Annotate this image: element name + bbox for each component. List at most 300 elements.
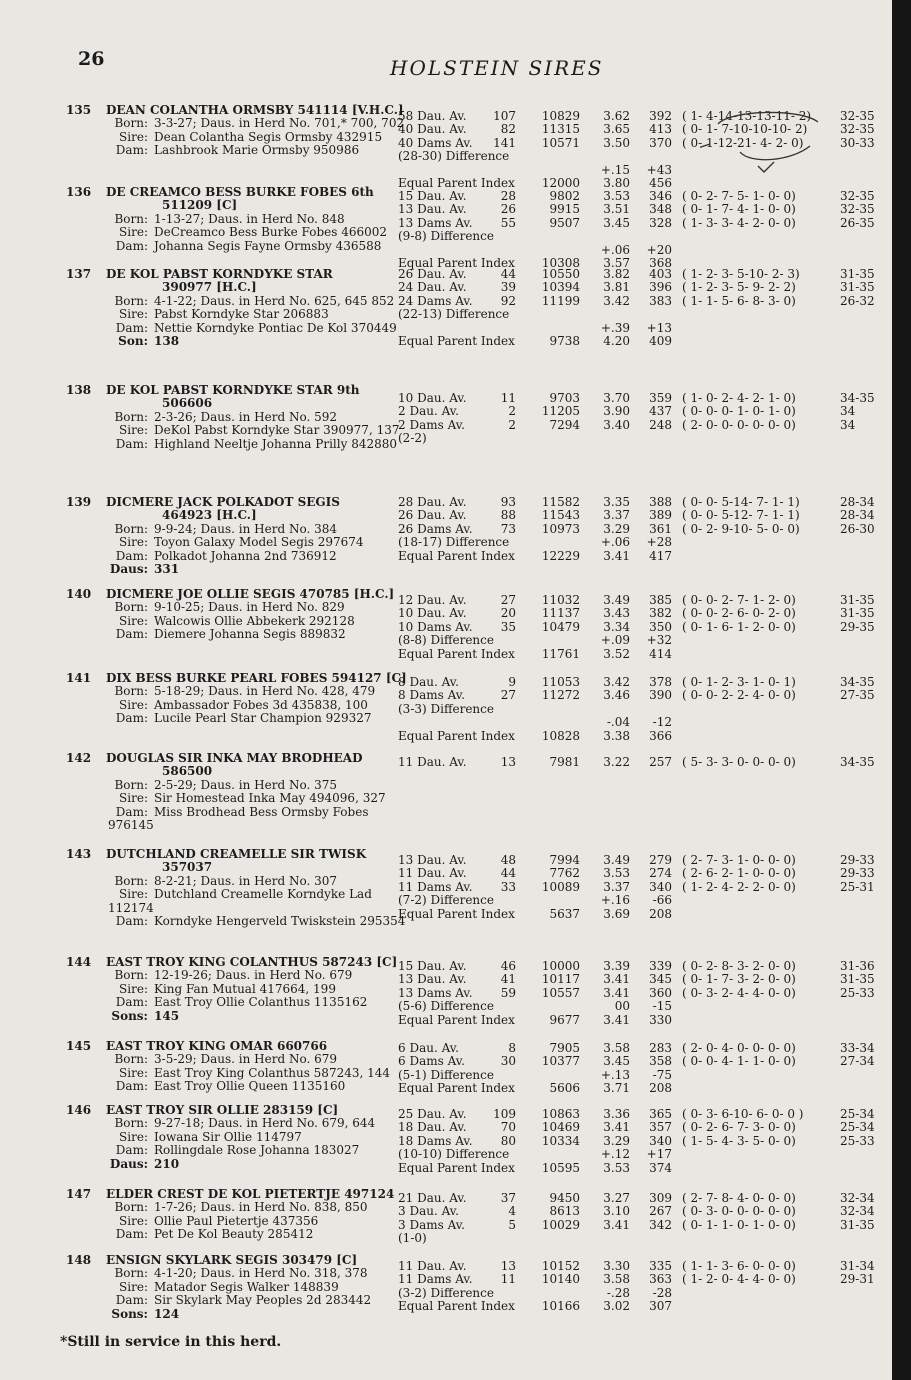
stats-table bbox=[0, 1108, 892, 1175]
entry-number: 148 bbox=[66, 1253, 92, 1267]
stat-lbs: +17 bbox=[646, 1147, 672, 1162]
stat-milk: 5637 bbox=[549, 906, 580, 921]
detail-key: Dam: bbox=[115, 1143, 148, 1158]
stat-fat: 3.69 bbox=[603, 906, 630, 921]
stat-milk: 10000 bbox=[541, 959, 580, 973]
stats-row bbox=[0, 203, 892, 216]
stats-row bbox=[0, 1014, 892, 1027]
stats-row bbox=[0, 987, 892, 1000]
detail-key: Dam: bbox=[115, 914, 148, 929]
detail-key: Dam: bbox=[115, 1293, 148, 1308]
sire-name: DE KOL PABST KORNDYKE STAR bbox=[106, 267, 333, 281]
stat-milk: 9915 bbox=[549, 202, 580, 217]
sire-name: EAST TROY KING OMAR 660766 bbox=[106, 1039, 328, 1053]
stat-fat: 3.81 bbox=[603, 280, 630, 295]
stats-row bbox=[0, 1232, 892, 1245]
detail-key: Dam: bbox=[115, 711, 148, 726]
stat-years: 31-35 bbox=[840, 1217, 875, 1232]
stat-distribution: ( 2- 0- 4- 0- 0- 0- 0) bbox=[682, 1041, 796, 1055]
stat-years: 32-34 bbox=[840, 1191, 875, 1205]
stat-years: 25-34 bbox=[840, 1120, 875, 1135]
stat-years: 32-35 bbox=[840, 189, 875, 203]
stats-row bbox=[0, 405, 892, 418]
stat-years: 31-35 bbox=[840, 606, 875, 621]
stats-row bbox=[0, 137, 892, 150]
book-binding bbox=[892, 0, 911, 1380]
stat-fat: 3.58 bbox=[603, 1041, 630, 1055]
stat-fat: 3.36 bbox=[603, 1107, 630, 1121]
stat-label: (9-8) Difference bbox=[398, 229, 494, 244]
stat-lbs: 437 bbox=[649, 404, 672, 419]
detail-value: 1-13-27; Daus. in Herd No. 848 bbox=[154, 211, 345, 226]
stat-fat: -.04 bbox=[606, 715, 630, 730]
stat-label: 11 Dau. Av. bbox=[398, 1259, 467, 1273]
stat-label: (5-1) Difference bbox=[398, 1067, 494, 1082]
entry-number: 140 bbox=[66, 587, 92, 601]
stat-lbs: 335 bbox=[649, 1259, 672, 1273]
stat-label: (28-30) Difference bbox=[398, 149, 510, 164]
sire-name: DEAN COLANTHA ORMSBY 541114 [V.H.C.] bbox=[106, 103, 404, 117]
stat-fat: +.39 bbox=[600, 320, 630, 335]
stat-milk: 9507 bbox=[549, 215, 580, 230]
stat-label: 13 Dams Av. bbox=[398, 215, 473, 230]
stat-milk: 10029 bbox=[541, 1217, 580, 1232]
stat-years: 34-35 bbox=[840, 675, 875, 689]
stat-distribution: ( 0- 1- 7- 4- 1- 0- 0) bbox=[682, 202, 796, 217]
stat-lbs: 370 bbox=[649, 135, 672, 150]
stat-milk: 9802 bbox=[549, 189, 580, 203]
stat-count: 20 bbox=[500, 606, 516, 621]
detail-value: Miss Brodhead Bess Ormsby Fobes 976145 bbox=[108, 804, 369, 833]
detail-value: Polkadot Johanna 2nd 736912 bbox=[154, 548, 337, 563]
stat-distribution: ( 0- 1- 2- 3- 1- 0- 1) bbox=[682, 675, 796, 689]
stats-row bbox=[0, 1273, 892, 1286]
detail-line bbox=[66, 779, 408, 792]
entry-number: 146 bbox=[66, 1103, 92, 1117]
stat-lbs: 388 bbox=[649, 495, 672, 509]
stat-years: 31-36 bbox=[840, 959, 875, 973]
stat-lbs: +28 bbox=[646, 535, 672, 550]
detail-key: Dam: bbox=[115, 804, 148, 819]
stat-fat: -.28 bbox=[606, 1285, 630, 1300]
detail-key: Dam: bbox=[115, 436, 148, 451]
stat-lbs: +20 bbox=[646, 242, 672, 257]
stat-milk: 10829 bbox=[541, 109, 580, 123]
stats-row bbox=[0, 281, 892, 294]
entry-number: 139 bbox=[66, 495, 92, 509]
stats-row bbox=[0, 960, 892, 973]
stat-lbs: 361 bbox=[649, 521, 672, 536]
stat-lbs: 389 bbox=[649, 508, 672, 523]
stat-lbs: 403 bbox=[649, 267, 672, 281]
stat-fat: 3.42 bbox=[603, 675, 630, 689]
stat-count: 8 bbox=[508, 1041, 516, 1055]
stat-milk: 11543 bbox=[541, 508, 580, 523]
stat-label: 28 Dau. Av. bbox=[398, 495, 467, 509]
stat-lbs: 365 bbox=[649, 1107, 672, 1121]
stats-row bbox=[0, 419, 892, 432]
stat-years: 25-34 bbox=[840, 1107, 875, 1121]
detail-value: Lashbrook Marie Ormsby 950986 bbox=[154, 143, 360, 158]
stat-fat: 3.41 bbox=[603, 1120, 630, 1135]
stat-distribution: ( 0- 1- 7-10-10-10- 2) bbox=[682, 122, 808, 137]
detail-value: Highland Neeltje Johanna Prilly 842880 bbox=[154, 436, 397, 451]
stats-row bbox=[0, 621, 892, 634]
stats-row bbox=[0, 1192, 892, 1205]
stat-years: 29-31 bbox=[840, 1272, 875, 1287]
detail-value: Korndyke Hengerveld Twiskstein 295354 bbox=[154, 914, 406, 929]
stats-row bbox=[0, 432, 892, 445]
stat-fat: 3.46 bbox=[603, 688, 630, 703]
stat-milk: 11582 bbox=[541, 495, 580, 509]
stat-years: 29-33 bbox=[840, 866, 875, 881]
stat-lbs: 414 bbox=[649, 646, 672, 661]
stats-row bbox=[0, 392, 892, 405]
stat-milk: 11032 bbox=[541, 593, 580, 607]
detail-value: 138 bbox=[154, 334, 180, 349]
stat-count: 5 bbox=[508, 1217, 516, 1232]
stat-lbs: 309 bbox=[649, 1191, 672, 1205]
stat-milk: 7981 bbox=[549, 755, 580, 769]
detail-key: Dam: bbox=[115, 548, 148, 563]
stats-row bbox=[0, 1300, 892, 1313]
stat-milk: 10595 bbox=[541, 1160, 580, 1175]
stats-table bbox=[0, 190, 892, 270]
stat-fat: 3.70 bbox=[603, 391, 630, 405]
detail-value: Pabst Korndyke Star 206883 bbox=[154, 307, 329, 322]
stat-lbs: 283 bbox=[649, 1041, 672, 1055]
detail-value: 2-5-29; Daus. in Herd No. 375 bbox=[154, 777, 338, 792]
stats-row bbox=[0, 523, 892, 536]
detail-key: Daus: bbox=[109, 1156, 148, 1171]
detail-value: Ollie Paul Pietertje 437356 bbox=[154, 1213, 319, 1228]
stats-row bbox=[0, 973, 892, 986]
detail-value: 9-9-24; Daus. in Herd No. 384 bbox=[154, 521, 338, 536]
stat-distribution: ( 2- 0- 0- 0- 0- 0- 0) bbox=[682, 417, 796, 432]
stat-years: 31-35 bbox=[840, 972, 875, 987]
stat-label: 18 Dams Av. bbox=[398, 1133, 473, 1148]
detail-key: Son: bbox=[118, 334, 148, 349]
stat-years: 25-33 bbox=[840, 985, 875, 1000]
stat-distribution: ( 0- 1- 7- 3- 2- 0- 0) bbox=[682, 972, 796, 987]
stat-lbs: 274 bbox=[649, 866, 672, 881]
stat-fat: 3.53 bbox=[603, 189, 630, 203]
stat-fat: 3.29 bbox=[603, 521, 630, 536]
stats-table bbox=[0, 676, 892, 743]
stat-years: 25-31 bbox=[840, 879, 875, 894]
stat-lbs: 346 bbox=[649, 189, 672, 203]
detail-value: King Fan Mutual 417664, 199 bbox=[154, 981, 336, 996]
detail-value: 331 bbox=[154, 562, 180, 577]
stats-row bbox=[0, 536, 892, 549]
stat-fat: 3.42 bbox=[603, 293, 630, 308]
entry-number: 147 bbox=[66, 1187, 92, 1201]
stat-fat: +.09 bbox=[600, 633, 630, 648]
stat-count: 88 bbox=[500, 508, 516, 523]
detail-value: 5-18-29; Daus. in Herd No. 428, 479 bbox=[154, 684, 376, 699]
stat-fat: 3.02 bbox=[603, 1299, 630, 1314]
stat-distribution: ( 0- 0- 5-14- 7- 1- 1) bbox=[682, 495, 800, 509]
detail-line bbox=[66, 792, 408, 805]
footnote: *Still in service in this herd. bbox=[60, 1334, 282, 1350]
detail-value: 4-1-22; Daus. in Herd No. 625, 645 852 bbox=[154, 293, 395, 308]
detail-value: East Troy Ollie Queen 1135160 bbox=[154, 1079, 346, 1094]
stat-milk: 11137 bbox=[541, 606, 580, 621]
detail-key: Sons: bbox=[111, 1008, 148, 1023]
detail-value: Dean Colantha Segis Ormsby 432915 bbox=[154, 129, 383, 144]
stat-milk: 10308 bbox=[541, 255, 580, 270]
stat-lbs: 279 bbox=[649, 853, 672, 867]
stat-label: (8-8) Difference bbox=[398, 633, 494, 648]
stat-count: 4 bbox=[508, 1204, 516, 1219]
detail-value: 2-3-26; Daus. in Herd No. 592 bbox=[154, 409, 338, 424]
stats-row bbox=[0, 703, 892, 716]
stat-lbs: 358 bbox=[649, 1054, 672, 1069]
stat-fat: 3.34 bbox=[603, 619, 630, 634]
stat-label: 3 Dams Av. bbox=[398, 1217, 465, 1232]
stat-lbs: 350 bbox=[649, 619, 672, 634]
stat-milk: 7994 bbox=[549, 853, 580, 867]
stat-label: 6 Dau. Av. bbox=[398, 1041, 459, 1055]
stat-lbs: 366 bbox=[649, 728, 672, 743]
stat-fat: 3.58 bbox=[603, 1272, 630, 1287]
stat-label: 8 Dau. Av. bbox=[398, 675, 459, 689]
stat-lbs: -12 bbox=[652, 715, 672, 730]
stat-milk: 11315 bbox=[541, 122, 580, 137]
sire-name: DICMERE JOE OLLIE SEGIS 470785 [H.C.] bbox=[106, 587, 395, 601]
detail-value: 3-5-29; Daus. in Herd No. 679 bbox=[154, 1052, 338, 1067]
stat-years: 29-35 bbox=[840, 619, 875, 634]
stat-years: 32-35 bbox=[840, 202, 875, 217]
stat-lbs: +32 bbox=[646, 633, 672, 648]
detail-key: Born: bbox=[114, 1200, 148, 1215]
stat-distribution: ( 5- 3- 3- 0- 0- 0- 0) bbox=[682, 755, 796, 769]
stat-count: 28 bbox=[500, 189, 516, 203]
stat-label: (2-2) bbox=[398, 431, 427, 446]
stat-label: 58 Dau. Av. bbox=[398, 109, 467, 123]
stats-table bbox=[0, 268, 892, 348]
stat-distribution: ( 2- 7- 8- 4- 0- 0- 0) bbox=[682, 1191, 796, 1205]
detail-key: Dam: bbox=[115, 1227, 148, 1242]
detail-key: Born: bbox=[114, 684, 148, 699]
stat-count: 39 bbox=[500, 280, 516, 295]
stats-row bbox=[0, 1219, 892, 1232]
detail-value: Sir Skylark May Peoples 2d 283442 bbox=[154, 1293, 372, 1308]
detail-key: Born: bbox=[114, 1052, 148, 1067]
stat-count: 2 bbox=[508, 417, 516, 432]
detail-key: Born: bbox=[114, 873, 148, 888]
detail-value: Ambassador Fobes 3d 435838, 100 bbox=[154, 697, 368, 712]
stat-label: Equal Parent Index bbox=[398, 1160, 515, 1175]
stat-label: 13 Dau. Av. bbox=[398, 202, 467, 217]
stat-fat: 4.20 bbox=[603, 333, 630, 348]
detail-value: Walcowis Ollie Abbekerk 292128 bbox=[154, 613, 355, 628]
stat-years: 34 bbox=[840, 404, 856, 419]
stats-row bbox=[0, 1000, 892, 1013]
sire-registration: 586500 bbox=[162, 764, 213, 779]
stat-fat: +.06 bbox=[600, 535, 630, 550]
stat-count: 93 bbox=[500, 495, 516, 509]
detail-key: Born: bbox=[114, 409, 148, 424]
stat-label: 2 Dau. Av. bbox=[398, 404, 459, 419]
stat-lbs: 417 bbox=[649, 548, 672, 563]
stat-label: 21 Dau. Av. bbox=[398, 1191, 467, 1205]
stats-row bbox=[0, 676, 892, 689]
stat-milk: 10469 bbox=[541, 1120, 580, 1135]
detail-value: 9-27-18; Daus. in Herd No. 679, 644 bbox=[154, 1116, 376, 1131]
stat-years: 25-33 bbox=[840, 1133, 875, 1148]
stat-lbs: 208 bbox=[649, 1081, 672, 1096]
detail-key: Born: bbox=[114, 521, 148, 536]
stat-years: 33-34 bbox=[840, 1041, 875, 1055]
stat-years: 26-35 bbox=[840, 215, 875, 230]
stat-fat: 3.49 bbox=[603, 853, 630, 867]
stat-lbs: 392 bbox=[649, 109, 672, 123]
stats-table bbox=[0, 594, 892, 661]
stat-years: 31-35 bbox=[840, 593, 875, 607]
stat-milk: 10152 bbox=[541, 1259, 580, 1273]
stat-label: 11 Dams Av. bbox=[398, 1272, 473, 1287]
stat-lbs: 330 bbox=[649, 1012, 672, 1027]
stat-lbs: -66 bbox=[652, 893, 672, 908]
stat-count: 26 bbox=[500, 202, 516, 217]
stat-label: 15 Dau. Av. bbox=[398, 959, 467, 973]
stat-fat: 3.29 bbox=[603, 1133, 630, 1148]
stat-milk: 9677 bbox=[549, 1012, 580, 1027]
stat-count: 33 bbox=[500, 879, 516, 894]
detail-key: Dam: bbox=[115, 1079, 148, 1094]
entry-number: 135 bbox=[66, 103, 92, 117]
stat-lbs: +13 bbox=[646, 320, 672, 335]
stat-count: 48 bbox=[500, 853, 516, 867]
stat-distribution: ( 0- 2- 6- 7- 3- 0- 0) bbox=[682, 1120, 796, 1135]
stat-years: 29-33 bbox=[840, 853, 875, 867]
stat-lbs: +43 bbox=[646, 162, 672, 177]
stats-row bbox=[0, 594, 892, 607]
stat-label: (3-3) Difference bbox=[398, 701, 494, 716]
stat-fat: 3.82 bbox=[603, 267, 630, 281]
stats-row bbox=[0, 190, 892, 203]
stat-lbs: 248 bbox=[649, 417, 672, 432]
stat-fat: 3.35 bbox=[603, 495, 630, 509]
stat-count: 13 bbox=[500, 1259, 516, 1273]
stats-row bbox=[0, 634, 892, 647]
sire-registration: 390977 [H.C.] bbox=[162, 280, 257, 295]
stats-table bbox=[0, 1039, 892, 1096]
stats-table bbox=[0, 496, 892, 563]
detail-key: Sire: bbox=[119, 423, 148, 438]
stat-lbs: 383 bbox=[649, 293, 672, 308]
detail-key: Dam: bbox=[115, 238, 148, 253]
stats-table bbox=[0, 1260, 892, 1314]
detail-value: 12-19-26; Daus. in Herd No. 679 bbox=[154, 968, 353, 983]
detail-value: East Troy Ollie Colanthus 1135162 bbox=[154, 995, 368, 1010]
stats-row bbox=[0, 730, 892, 743]
detail-key: Sire: bbox=[119, 225, 148, 240]
stat-label: (3-2) Difference bbox=[398, 1285, 494, 1300]
stat-fat: 3.43 bbox=[603, 606, 630, 621]
stat-fat: 3.10 bbox=[603, 1204, 630, 1219]
stat-fat: +.16 bbox=[600, 893, 630, 908]
stats-row bbox=[0, 1135, 892, 1148]
stat-distribution: ( 1- 3- 3- 4- 2- 0- 0) bbox=[682, 215, 796, 230]
detail-key: Sons: bbox=[111, 1306, 148, 1321]
sire-name: EAST TROY KING COLANTHUS 587243 [C] bbox=[106, 955, 398, 969]
stat-distribution: ( 2- 7- 3- 1- 0- 0- 0) bbox=[682, 853, 796, 867]
sire-registration: 464923 [H.C.] bbox=[162, 508, 257, 523]
stats-row bbox=[0, 716, 892, 729]
stat-lbs: 357 bbox=[649, 1120, 672, 1135]
stat-fat: 3.41 bbox=[603, 972, 630, 987]
stat-label: 15 Dau. Av. bbox=[398, 189, 467, 203]
stat-count: 41 bbox=[500, 972, 516, 987]
detail-value: DeKol Pabst Korndyke Star 390977, 137 bbox=[154, 423, 400, 438]
stat-label: 3 Dau. Av. bbox=[398, 1204, 459, 1219]
stat-label: 13 Dau. Av. bbox=[398, 972, 467, 987]
entry-number: 142 bbox=[66, 751, 92, 765]
sire-name: DE CREAMCO BESS BURKE FOBES 6th bbox=[106, 185, 374, 199]
stat-label: 11 Dau. Av. bbox=[398, 866, 467, 881]
stat-label: Equal Parent Index bbox=[398, 906, 515, 921]
stats-row bbox=[0, 230, 892, 243]
stats-table bbox=[0, 854, 892, 921]
detail-value: DeCreamco Bess Burke Fobes 466002 bbox=[154, 225, 388, 240]
stat-lbs: 307 bbox=[649, 1299, 672, 1314]
stat-label: 40 Dau. Av. bbox=[398, 122, 467, 137]
detail-key: Sire: bbox=[119, 697, 148, 712]
stat-fat: 3.22 bbox=[603, 755, 630, 769]
stat-count: 11 bbox=[500, 391, 516, 405]
stats-row bbox=[0, 217, 892, 230]
stat-label: Equal Parent Index bbox=[398, 646, 515, 661]
stat-distribution: ( 1- 2- 3- 5- 9- 2- 2) bbox=[682, 280, 796, 295]
stat-label: (7-2) Difference bbox=[398, 893, 494, 908]
stat-distribution: ( 1- 1- 5- 6- 8- 3- 0) bbox=[682, 293, 796, 308]
stat-count: 46 bbox=[500, 959, 516, 973]
stat-count: 37 bbox=[500, 1191, 516, 1205]
entry-number: 141 bbox=[66, 671, 92, 685]
stat-lbs: 409 bbox=[649, 333, 672, 348]
stat-fat: 3.40 bbox=[603, 417, 630, 432]
detail-key: Born: bbox=[114, 1266, 148, 1281]
sire-registration: 357037 bbox=[162, 860, 213, 875]
stat-distribution: ( 0- 2- 7- 5- 1- 0- 0) bbox=[682, 189, 796, 203]
stat-fat: 3.50 bbox=[603, 135, 630, 150]
entry-number: 145 bbox=[66, 1039, 92, 1053]
stat-count: 82 bbox=[500, 122, 516, 137]
stat-label: Equal Parent Index bbox=[398, 1081, 515, 1096]
stat-fat: 3.37 bbox=[603, 879, 630, 894]
detail-key: Daus: bbox=[109, 562, 148, 577]
sire-name: DUTCHLAND CREAMELLE SIR TWISK bbox=[106, 847, 367, 861]
stats-row bbox=[0, 894, 892, 907]
stat-distribution: ( 0- 3- 2- 4- 4- 0- 0) bbox=[682, 985, 796, 1000]
detail-key: Sire: bbox=[119, 887, 148, 902]
stat-lbs: 382 bbox=[649, 606, 672, 621]
stat-years: 31-35 bbox=[840, 267, 875, 281]
stat-fat: 3.52 bbox=[603, 646, 630, 661]
stat-lbs: 348 bbox=[649, 202, 672, 217]
detail-value: Dutchland Creamelle Korndyke Lad 112174 bbox=[108, 887, 372, 915]
stat-label: 24 Dau. Av. bbox=[398, 280, 467, 295]
stat-distribution: ( 1- 4-14-13-13-11- 2) bbox=[682, 109, 812, 123]
stats-row bbox=[0, 244, 892, 257]
stats-row bbox=[0, 123, 892, 136]
stat-milk: 11761 bbox=[541, 646, 580, 661]
stat-distribution: ( 0- 1-12-21- 4- 2- 0) bbox=[682, 135, 804, 150]
stat-lbs: 267 bbox=[649, 1204, 672, 1219]
stat-label: 26 Dau. Av. bbox=[398, 267, 467, 281]
